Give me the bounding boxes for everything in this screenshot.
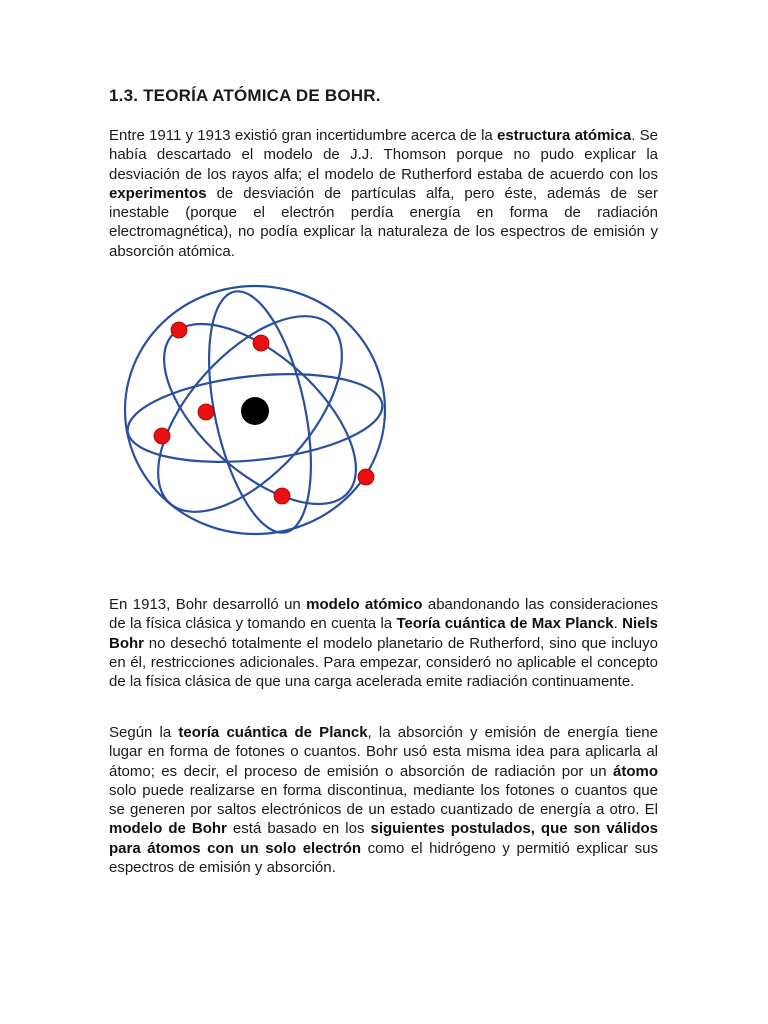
bold-term: modelo atómico [306,596,423,613]
text-run: Entre 1911 y 1913 existió gran incertidumbre acerca de la [109,127,497,144]
atom-model-illustration [120,284,390,540]
bold-term: átomo [613,762,658,780]
electron [358,469,374,485]
text-run: como el hidrógeno y permitió explicar sus espectros de emisión y absorción. [109,839,658,877]
electron [198,404,214,420]
section-heading: 1.3. TEORÍA ATÓMICA DE BOHR. [109,86,381,105]
nucleus [241,397,269,425]
bold-term: Teoría cuántica de Max Planck [396,615,614,633]
bold-term: siguientes postulados, que son válidos para átomos con un solo electrón [109,820,659,857]
text-run: solo puede realizarse en forma discontinua, mediante los fotones o cuantos que se generen por saltos electrónicos de un estado cuantizado de energía a otro. El [109,781,658,819]
bohr-model-paragraph [109,595,658,691]
bold-term: estructura atómica [496,127,632,144]
text-run: . Se había descartado el modelo de J.J. Thomson porque no pudo explicar la desviación de los rayos alfa; el modelo de Rutherford estaba de acuerdo con los [109,127,659,183]
planck-paragraph [109,723,658,877]
text-run: En 1913, Bohr desarrolló un [109,596,307,613]
bold-term: teoría cuántica de Planck [178,724,368,741]
electron [154,428,170,444]
intro-paragraph [109,126,658,261]
electron [171,322,187,338]
bold-term: modelo de Bohr [109,820,227,838]
electron [274,488,290,504]
bold-term: experimentos [109,184,207,202]
text-run: de desviación de partículas alfa, pero éste, además de ser inestable (porque el electrón perdía energía en forma de radiación electromagnética), no podía explicar la naturaleza de los espectros de emisión y absorción atómica. [109,184,658,260]
text-run: está basado en los [226,820,371,838]
text-run: abandonando las consideraciones de la física clásica y tomando en cuenta la [109,596,659,633]
bold-term: Niels Bohr [109,615,658,652]
text-run: Según la [109,724,179,741]
text-run: . [613,615,623,633]
text-run: , la absorción y emisión de energía tiene lugar en forma de fotones o cuantos. Bohr usó esta misma idea para aplicarla al átomo; es decir, el proceso de emisión o absorción de radiación por un [109,724,658,780]
electron [253,335,269,351]
text-run: no desechó totalmente el modelo planetario de Rutherford, sino que incluyo en él, restricciones adicionales. Para empezar, consideró no aplicable el concepto de la física clásica de que una carga acelerada emite radiación continuamente. [109,634,658,691]
